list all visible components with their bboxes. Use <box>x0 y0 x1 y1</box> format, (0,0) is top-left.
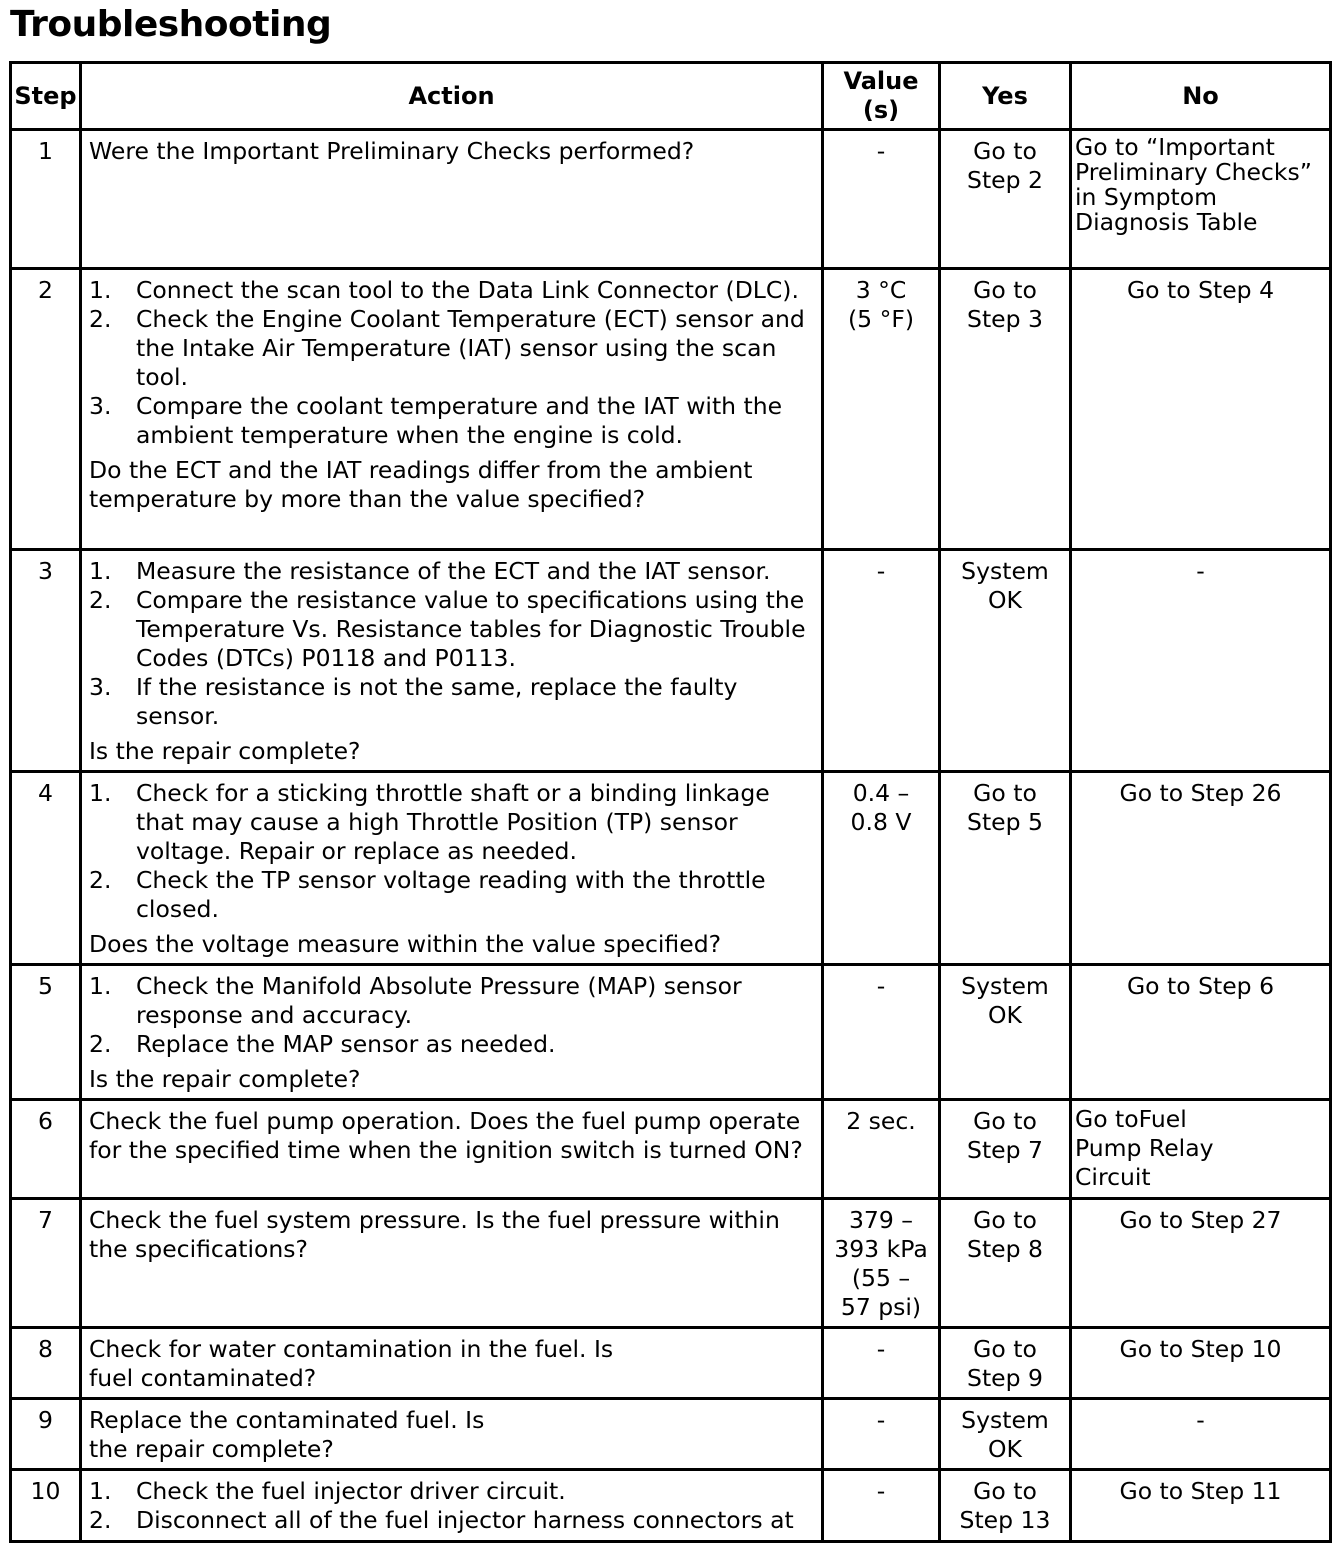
action-question: Check the fuel system pressure. Is the fuel pressure within the specifications? <box>89 1206 780 1263</box>
action-cell <box>81 965 823 1100</box>
table-row <box>11 772 1331 965</box>
action-list <box>89 276 817 450</box>
table-row <box>11 1328 1331 1399</box>
action-question: Do the ECT and the IAT readings differ from the ambient temperature by more than the value specified? <box>89 456 753 513</box>
yes-cell: Go to Step 7 <box>940 1100 1071 1199</box>
value-cell: 2 sec. <box>823 1100 940 1199</box>
action-list-item: 1. Check for a sticking throttle shaft or a binding linkage that may cause a high Throttle Position (TP) sensor voltage. Repair or replace as needed. <box>89 779 770 865</box>
action-list <box>89 779 817 924</box>
yes-cell: Go to Step 3 <box>940 269 1071 550</box>
table-row <box>11 130 1331 269</box>
action-list-item: 1. Check the fuel injector driver circuit. <box>89 1477 566 1505</box>
action-list-item: 2. Disconnect all of the fuel injector harness connectors at <box>89 1506 794 1534</box>
yes-cell: System OK <box>940 1399 1071 1470</box>
yes-cell: Go to Step 5 <box>940 772 1071 965</box>
value-cell: - <box>823 1470 940 1542</box>
value-cell: 379 – 393 kPa (55 – 57 psi) <box>823 1199 940 1328</box>
header-yes: Yes <box>940 63 1071 130</box>
action-question: Check the fuel pump operation. Does the fuel pump operate for the specified time when the ignition switch is turned ON? <box>89 1107 803 1164</box>
header-step: Step <box>11 63 81 130</box>
action-list-item: 2. Replace the MAP sensor as needed. <box>89 1030 556 1058</box>
no-cell: Go to Step 11 <box>1071 1470 1331 1542</box>
yes-cell: Go to Step 13 <box>940 1470 1071 1542</box>
action-list <box>89 557 817 731</box>
action-list-item: 3. Compare the coolant temperature and the IAT with the ambient temperature when the engine is cold. <box>89 392 783 449</box>
yes-cell: Go to Step 2 <box>940 130 1071 269</box>
no-cell: Go toFuel Pump Relay Circuit <box>1071 1100 1331 1199</box>
yes-cell: Go to Step 8 <box>940 1199 1071 1328</box>
troubleshooting-table <box>9 61 1332 1543</box>
header-value: Value (s) <box>823 63 940 130</box>
step-number: 10 <box>11 1470 81 1542</box>
no-cell: Go to Step 10 <box>1071 1328 1331 1399</box>
value-cell: - <box>823 550 940 772</box>
value-cell: - <box>823 1328 940 1399</box>
action-list-item: 2. Check the Engine Coolant Temperature (ECT) sensor and the Intake Air Temperature (IAT) sensor using the scan tool. <box>89 305 805 391</box>
table-row <box>11 550 1331 772</box>
header-no: No <box>1071 63 1331 130</box>
table-row <box>11 965 1331 1100</box>
step-number: 9 <box>11 1399 81 1470</box>
header-row <box>11 63 1331 130</box>
value-cell: 3 °C (5 °F) <box>823 269 940 550</box>
step-number: 6 <box>11 1100 81 1199</box>
yes-cell: System OK <box>940 550 1071 772</box>
action-cell <box>81 1328 823 1399</box>
action-cell <box>81 1100 823 1199</box>
value-cell: - <box>823 1399 940 1470</box>
no-cell: Go to “Important Preliminary Checks” in Symptom Diagnosis Table <box>1071 130 1331 269</box>
no-cell: - <box>1071 1399 1331 1470</box>
action-question: Replace the contaminated fuel. Is the repair complete? <box>89 1406 485 1463</box>
step-number: 1 <box>11 130 81 269</box>
table-row <box>11 1100 1331 1199</box>
action-question: Is the repair complete? <box>89 1065 361 1093</box>
action-list-item: 1. Connect the scan tool to the Data Link Connector (DLC). <box>89 276 799 304</box>
page-title: Troubleshooting <box>10 4 332 45</box>
action-cell <box>81 1199 823 1328</box>
step-number: 5 <box>11 965 81 1100</box>
action-list-item: 2. Check the TP sensor voltage reading with the throttle closed. <box>89 866 766 923</box>
no-cell: Go to Step 4 <box>1071 269 1331 550</box>
action-cell <box>81 130 823 269</box>
action-list-item: 1. Check the Manifold Absolute Pressure (MAP) sensor response and accuracy. <box>89 972 742 1029</box>
table-row <box>11 1199 1331 1328</box>
step-number: 2 <box>11 269 81 550</box>
action-cell <box>81 1470 823 1542</box>
action-list-item: 1. Measure the resistance of the ECT and the IAT sensor. <box>89 557 771 585</box>
action-question: Does the voltage measure within the value specified? <box>89 930 722 958</box>
step-number: 4 <box>11 772 81 965</box>
step-number: 8 <box>11 1328 81 1399</box>
action-list <box>89 972 817 1059</box>
action-cell <box>81 772 823 965</box>
yes-cell: System OK <box>940 965 1071 1100</box>
no-cell: Go to Step 27 <box>1071 1199 1331 1328</box>
action-cell <box>81 1399 823 1470</box>
step-number: 7 <box>11 1199 81 1328</box>
table-row <box>11 269 1331 550</box>
action-list-item: 2. Compare the resistance value to specifications using the Temperature Vs. Resistance tables for Diagnostic Trouble Codes (DTCs) P0118 and P0113. <box>89 586 806 672</box>
action-question: Check for water contamination in the fuel. Is fuel contaminated? <box>89 1335 614 1392</box>
table-row <box>11 1470 1331 1542</box>
step-number: 3 <box>11 550 81 772</box>
value-cell: - <box>823 130 940 269</box>
no-cell: Go to Step 26 <box>1071 772 1331 965</box>
action-question: Is the repair complete? <box>89 737 361 765</box>
no-cell: - <box>1071 550 1331 772</box>
table-row <box>11 1399 1331 1470</box>
action-cell <box>81 269 823 550</box>
yes-cell: Go to Step 9 <box>940 1328 1071 1399</box>
no-cell: Go to Step 6 <box>1071 965 1331 1100</box>
header-action: Action <box>81 63 823 130</box>
value-cell: 0.4 – 0.8 V <box>823 772 940 965</box>
action-list <box>89 1477 817 1535</box>
action-list-item: 3. If the resistance is not the same, replace the faulty sensor. <box>89 673 738 730</box>
action-cell <box>81 550 823 772</box>
value-cell: - <box>823 965 940 1100</box>
action-question: Were the Important Preliminary Checks performed? <box>89 137 695 165</box>
